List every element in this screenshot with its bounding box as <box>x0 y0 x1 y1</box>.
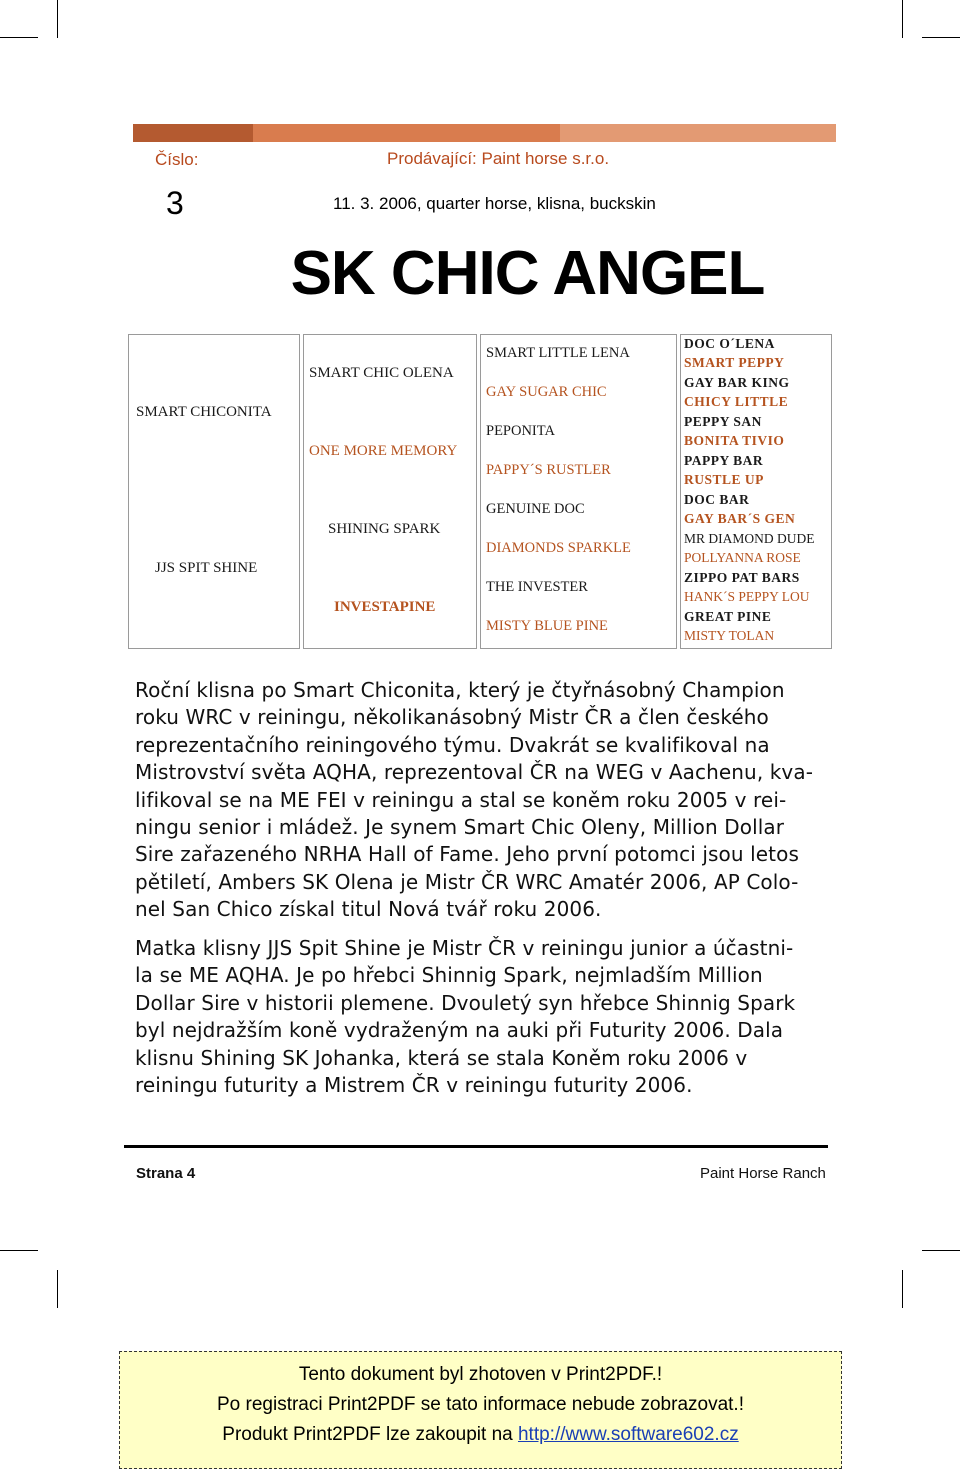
pedigree-gen4-name: HANK´S PEPPY LOU <box>684 589 810 604</box>
pedigree-gen4-name: GAY BAR´S GEN <box>684 511 796 526</box>
pedigree-gen3-name: SMART LITTLE LENA <box>486 345 630 361</box>
pedigree-gen3-name: MISTY BLUE PINE <box>486 618 608 634</box>
text-line: Mistrovství světa AQHA, reprezentoval ČR na WEG v Aachenu, kva- <box>135 760 814 785</box>
page-number: Strana 4 <box>136 1165 196 1182</box>
pedigree-gen4-name: RUSTLE UP <box>684 472 764 487</box>
number-label: Číslo: <box>155 150 199 169</box>
text-line: Sire zařazeného NRHA Hall of Fame. Jeho první potomci jsou letos <box>135 842 799 867</box>
pedigree-gen3-name: PAPPY´S RUSTLER <box>486 462 611 478</box>
pedigree-gen4-name: ZIPPO PAT BARS <box>684 570 800 585</box>
pedigree-column-gen3 <box>480 334 677 649</box>
text-line: reprezentačního reiningového týmu. Dvakrát se kvalifikoval na <box>135 732 770 757</box>
notice-line: Po registraci Print2PDF se tato informace nebude zobrazovat.! <box>217 1394 744 1415</box>
text-line: ningu senior i mládež. Je synem Smart Chic Oleny, Million Dollar <box>135 815 785 840</box>
pedigree-gen3-name: GENUINE DOC <box>486 501 585 517</box>
software602-link[interactable]: http://www.software602.cz <box>517 1424 739 1445</box>
pedigree-gen2-name: SHINING SPARK <box>328 521 441 537</box>
lot-number: 3 <box>166 185 184 221</box>
pedigree-gen4-name: POLLYANNA ROSE <box>684 550 801 565</box>
pedigree-gen4-name: PAPPY BAR <box>684 453 764 468</box>
print2pdf-notice <box>119 1351 842 1469</box>
pedigree-gen4-name: GAY BAR KING <box>684 375 790 390</box>
pedigree-gen4-name: CHICY LITTLE <box>684 394 789 409</box>
text-line: roku WRC v reiningu, několikanásobný Mistr ČR a člen českého <box>135 705 769 730</box>
notice-line-text: Produkt Print2PDF lze zakoupit na <box>222 1424 518 1445</box>
crop-mark <box>0 1250 38 1251</box>
pedigree-gen4-name: MR DIAMOND DUDE <box>684 531 815 546</box>
pedigree-gen3-name: DIAMONDS SPARKLE <box>486 540 631 556</box>
crop-mark <box>0 37 38 38</box>
horse-info: 11. 3. 2006, quarter horse, klisna, buckskin <box>333 194 656 213</box>
text-line: nel San Chico získal titul Nová tvář roku 2006. <box>135 897 602 922</box>
text-line: pětiletí, Ambers SK Olena je Mistr ČR WRC Amatér 2006, AP Colo- <box>135 869 799 894</box>
notice-line <box>120 1420 841 1450</box>
pedigree-gen4-name: SMART PEPPY <box>684 355 785 370</box>
text-line: Roční klisna po Smart Chiconita, který je čtyřnásobný Champion <box>135 678 785 702</box>
horse-name: SK CHIC ANGEL <box>290 239 765 308</box>
notice-line: Tento dokument byl zhotoven v Print2PDF.! <box>298 1364 663 1385</box>
pedigree-gen4-name: GREAT PINE <box>684 609 772 624</box>
text-line: Matka klisny JJS Spit Shine je Mistr ČR v reiningu junior a účastni- <box>135 936 794 960</box>
pedigree-gen4-name: PEPPY SAN <box>684 414 762 429</box>
pedigree-gen3-name: PEPONITA <box>486 423 555 439</box>
pedigree-gen3-name: THE INVESTER <box>486 579 588 595</box>
description-paragraph-2 <box>135 935 795 1099</box>
text-line: byl nejdražším koně vydraženým na auki při Futurity 2006. Dala <box>135 1018 784 1043</box>
crop-mark <box>922 37 960 38</box>
text-line: Dollar Sire v historii plemene. Dvouletý syn hřebce Shinnig Spark <box>135 990 796 1015</box>
pedigree-gen4-name: DOC O´LENA <box>684 336 775 351</box>
dam: JJS SPIT SHINE <box>155 560 258 576</box>
pedigree-gen4-name: BONITA TIVIO <box>684 433 785 448</box>
footer-brand: Paint Horse Ranch <box>700 1165 826 1182</box>
pedigree-gen2-name: INVESTAPINE <box>334 599 436 615</box>
pedigree-gen2-name: ONE MORE MEMORY <box>309 443 458 459</box>
pedigree-gen4-name: DOC BAR <box>684 492 750 507</box>
text-line: la se ME AQHA. Je po hřebci Shinnig Spark, nejmladším Million <box>135 963 763 988</box>
crop-mark <box>922 1250 960 1251</box>
description-paragraph-1 <box>135 677 813 924</box>
header-bar-accent <box>560 124 836 142</box>
pedigree-gen2-name: SMART CHIC OLENA <box>309 365 454 381</box>
pedigree-gen4-name: MISTY TOLAN <box>684 628 775 643</box>
sire: SMART CHICONITA <box>136 404 272 420</box>
crop-mark <box>902 1270 903 1308</box>
seller-label: Prodávající: Paint horse s.r.o. <box>387 149 610 168</box>
footer-rule <box>124 1145 828 1148</box>
text-line: reiningu futurity a Mistrem ČR v reiningu futurity 2006. <box>135 1073 693 1098</box>
crop-mark <box>57 0 58 38</box>
pedigree-gen3-name: GAY SUGAR CHIC <box>486 384 607 400</box>
text-line: klisnu Shining SK Johanka, která se stala Koněm roku 2006 v <box>135 1045 748 1070</box>
header-bar-accent <box>133 124 253 142</box>
text-line: lifikoval se na ME FEI v reiningu a stal se koněm roku 2005 v rei- <box>135 787 787 812</box>
crop-mark <box>57 1270 58 1308</box>
crop-mark <box>902 0 903 38</box>
pedigree-column-gen1 <box>128 334 300 649</box>
